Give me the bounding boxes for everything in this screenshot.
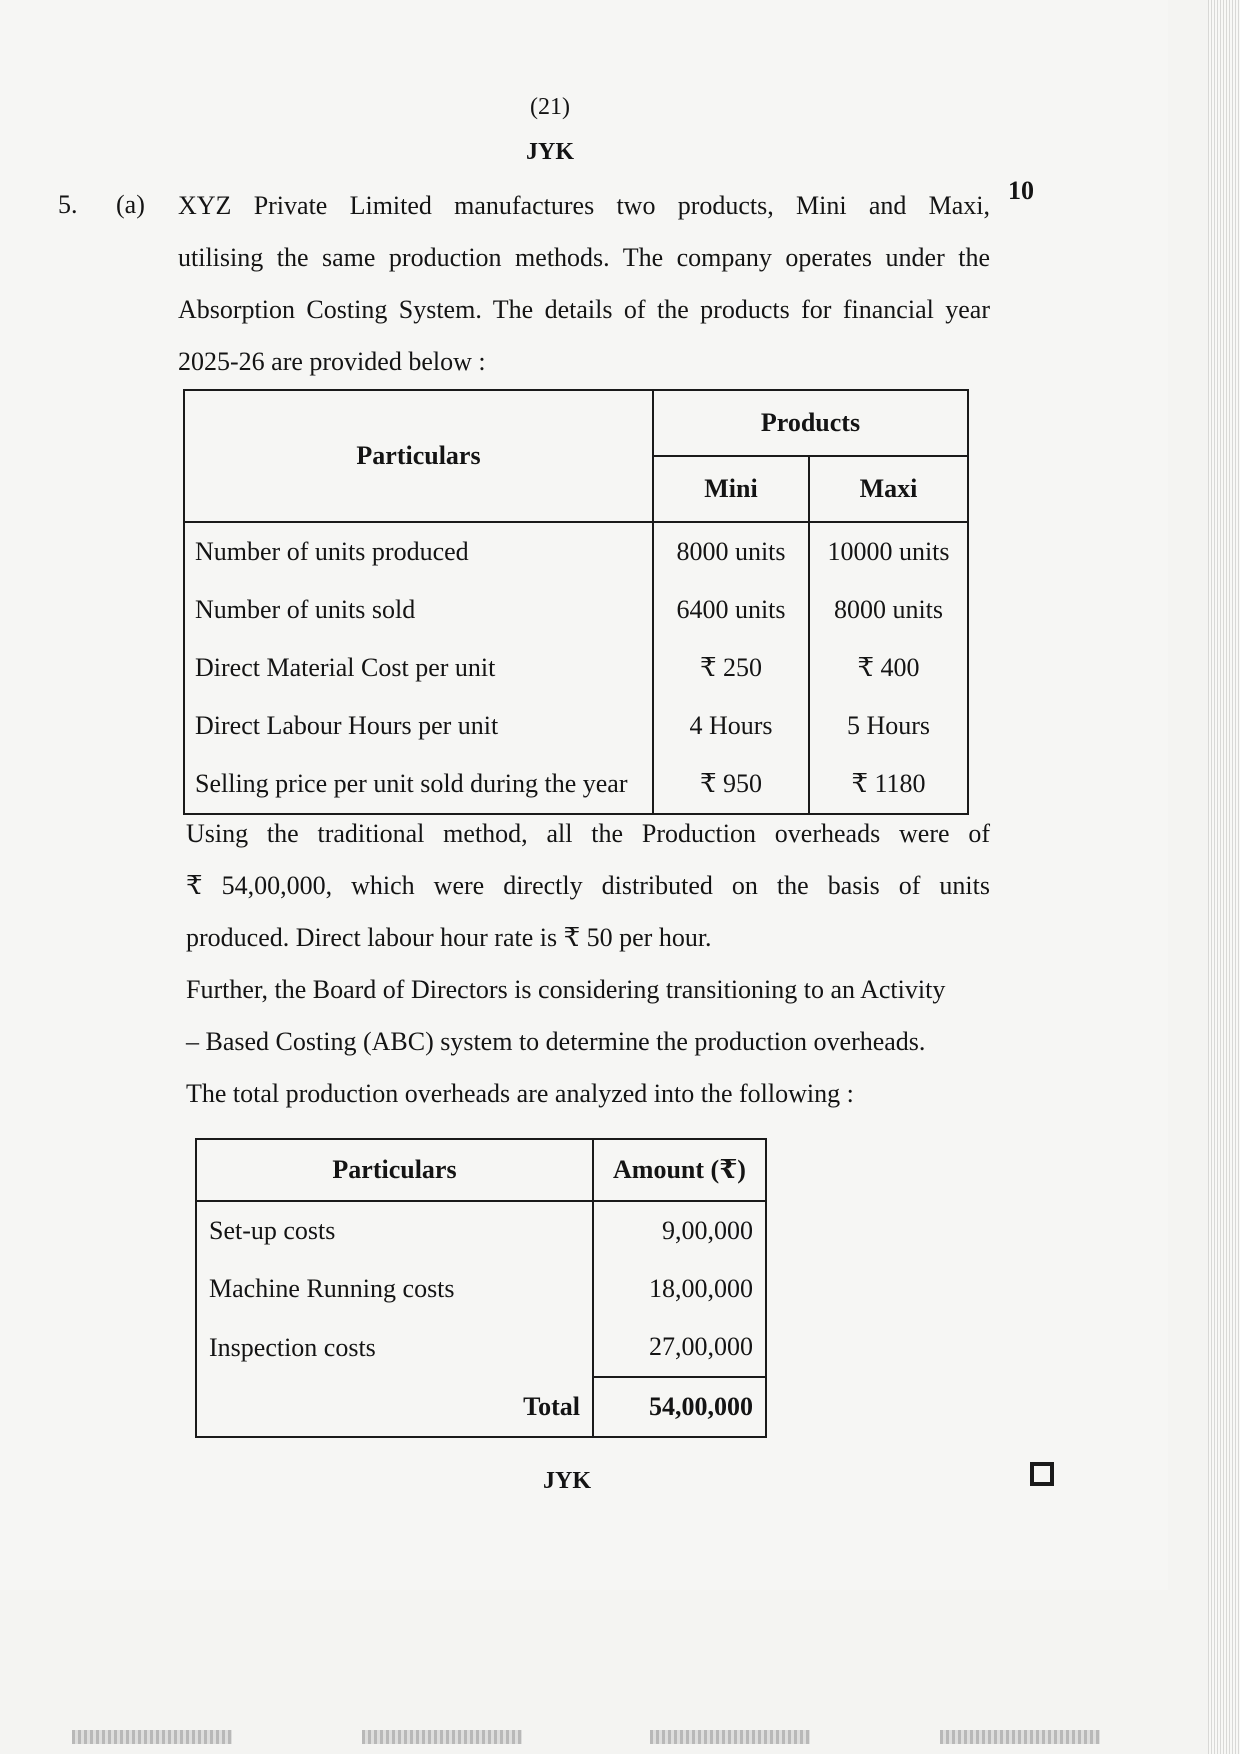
intro-line: Absorption Costing System. The details of the products for financial year	[178, 295, 990, 324]
overheads-table	[195, 1138, 767, 1438]
total-label: Total	[196, 1377, 593, 1437]
products-header: Products	[653, 390, 968, 456]
question-intro	[178, 180, 990, 388]
paragraph-line: produced. Direct labour hour rate is ₹ 50 per hour.	[186, 923, 712, 952]
maxi-value: 5 Hours	[809, 697, 968, 755]
intro-line: 2025-26 are provided below :	[178, 347, 486, 376]
print-smudge	[650, 1730, 810, 1744]
paper-code-top: JYK	[526, 139, 574, 165]
square-box-icon	[1030, 1462, 1054, 1486]
question-part: (a)	[116, 190, 145, 219]
particulars-header: Particulars	[196, 1139, 593, 1201]
maxi-header: Maxi	[809, 456, 968, 522]
amount-value: 18,00,000	[593, 1260, 766, 1318]
row-label: Direct Material Cost per unit	[184, 639, 653, 697]
products-table	[183, 389, 969, 815]
amount-value: 9,00,000	[593, 1201, 766, 1260]
total-amount: 54,00,000	[593, 1377, 766, 1437]
paragraph-line: Using the traditional method, all the Production overheads were of	[186, 819, 990, 848]
row-label: Number of units produced	[184, 522, 653, 581]
mini-header: Mini	[653, 456, 809, 522]
mini-value: 8000 units	[653, 522, 809, 581]
paragraph-line: ₹ 54,00,000, which were directly distributed on the basis of units	[186, 871, 990, 900]
row-label: Number of units sold	[184, 581, 653, 639]
row-label: Inspection costs	[196, 1318, 593, 1377]
mini-value: ₹ 950	[653, 755, 809, 814]
maxi-value: 10000 units	[809, 522, 968, 581]
paragraph-line: Further, the Board of Directors is considering transitioning to an Activity	[186, 975, 946, 1004]
print-smudge	[940, 1730, 1100, 1744]
amount-header: Amount (₹)	[593, 1139, 766, 1201]
mini-value: ₹ 250	[653, 639, 809, 697]
row-label: Set-up costs	[196, 1201, 593, 1260]
paragraph-line: – Based Costing (ABC) system to determine the production overheads.	[186, 1027, 926, 1056]
paragraph-line: The total production overheads are analyzed into the following :	[186, 1079, 854, 1108]
row-label: Selling price per unit sold during the year	[184, 755, 653, 814]
page-edge-decoration	[1208, 0, 1240, 1754]
overheads-paragraph	[186, 808, 990, 1120]
question-marks: 10	[1008, 176, 1034, 205]
maxi-value: ₹ 1180	[809, 755, 968, 814]
amount-value: 27,00,000	[593, 1318, 766, 1377]
paper-code-bottom: JYK	[543, 1468, 591, 1494]
print-smudge	[72, 1730, 232, 1744]
mini-value: 6400 units	[653, 581, 809, 639]
row-label: Machine Running costs	[196, 1260, 593, 1318]
mini-value: 4 Hours	[653, 697, 809, 755]
intro-line: utilising the same production methods. The company operates under the	[178, 243, 990, 272]
intro-line: XYZ Private Limited manufactures two products, Mini and Maxi,	[178, 191, 990, 220]
particulars-header: Particulars	[184, 390, 653, 522]
maxi-value: ₹ 400	[809, 639, 968, 697]
print-smudge	[362, 1730, 522, 1744]
question-number: 5.	[58, 190, 78, 219]
row-label: Direct Labour Hours per unit	[184, 697, 653, 755]
maxi-value: 8000 units	[809, 581, 968, 639]
page-number: (21)	[530, 94, 570, 120]
